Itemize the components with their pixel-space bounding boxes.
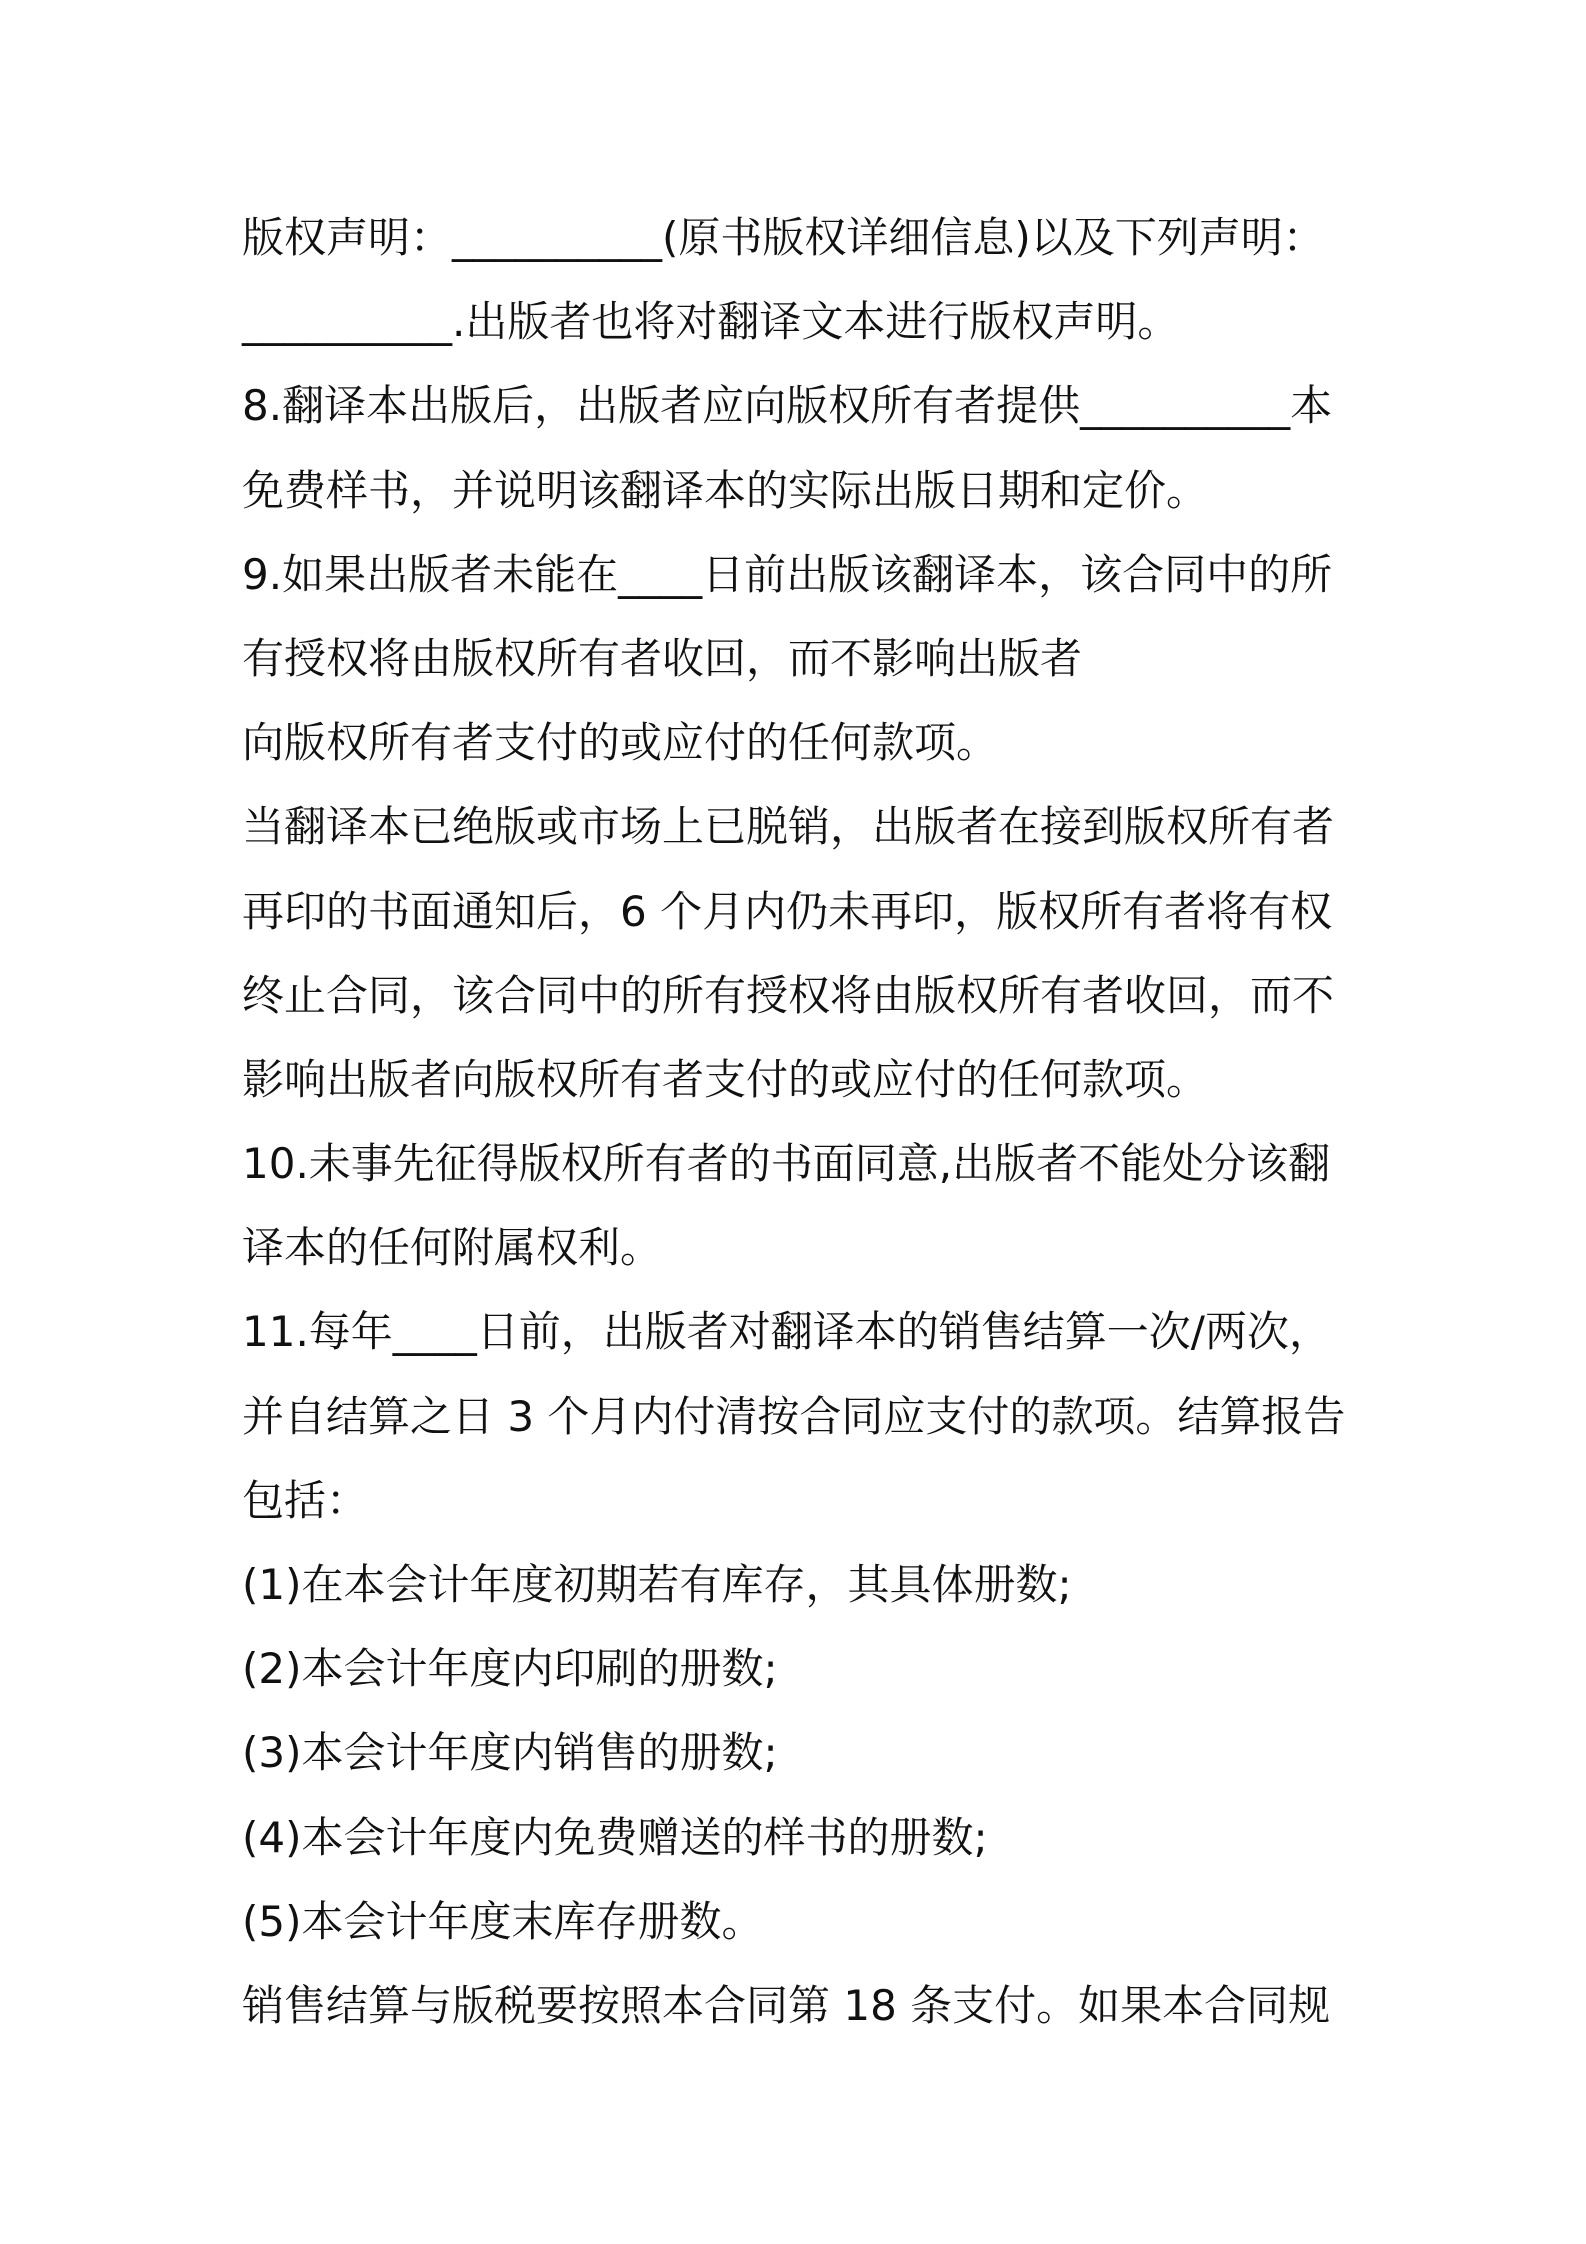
text-line: 包括： — [242, 1475, 369, 1525]
text-line: 当翻译本已绝版或市场上已脱销，出版者在接到版权所有者 — [242, 802, 1335, 852]
text-line: 再印的书面通知后，6 个月内仍未再印，版权所有者将有权 — [242, 886, 1333, 936]
text-line: 版权声明：__________(原书版权详细信息)以及下列声明： — [242, 213, 1325, 262]
text-line: 11.每年____日前，出版者对翻译本的销售结算一次/两次， — [242, 1307, 1331, 1357]
text-line: 10.未事先征得版权所有者的书面同意,出版者不能处分该翻 — [242, 1139, 1331, 1189]
text-line: 终止合同，该合同中的所有授权将由版权所有者收回，而不 — [242, 970, 1335, 1020]
text-line: 影响出版者向版权所有者支付的或应付的任何款项。 — [242, 1054, 1209, 1104]
contract-text — [242, 196, 1362, 2048]
text-line: 8.翻译本出版后，出版者应向版权所有者提供__________本 — [242, 381, 1333, 431]
text-line: (5)本会计年度末库存册数。 — [242, 1896, 764, 1946]
text-line: 免费样书，并说明该翻译本的实际出版日期和定价。 — [242, 465, 1209, 515]
text-line: 译本的任何附属权利。 — [242, 1223, 663, 1273]
text-line: 向版权所有者支付的或应付的任何款项。 — [242, 718, 999, 768]
text-line: 有授权将由版权所有者收回，而不影响出版者 — [242, 633, 1083, 683]
text-line: (3)本会计年度内销售的册数; — [242, 1728, 778, 1778]
text-line: (1)在本会计年度初期若有库存，其具体册数; — [242, 1560, 1072, 1609]
text-line: 销售结算与版税要按照本合同第 18 条支付。如果本合同规 — [242, 1980, 1331, 2030]
text-line: (4)本会计年度内免费赠送的样书的册数; — [242, 1812, 988, 1862]
text-line: (2)本会计年度内印刷的册数; — [242, 1644, 778, 1694]
text-line: __________.出版者也将对翻译文本进行版权声明。 — [242, 297, 1180, 347]
text-line: 并自结算之日 3 个月内付清按合同应支付的款项。结算报告 — [242, 1391, 1346, 1441]
text-line: 9.如果出版者未能在____日前出版该翻译本，该合同中的所 — [242, 549, 1333, 599]
